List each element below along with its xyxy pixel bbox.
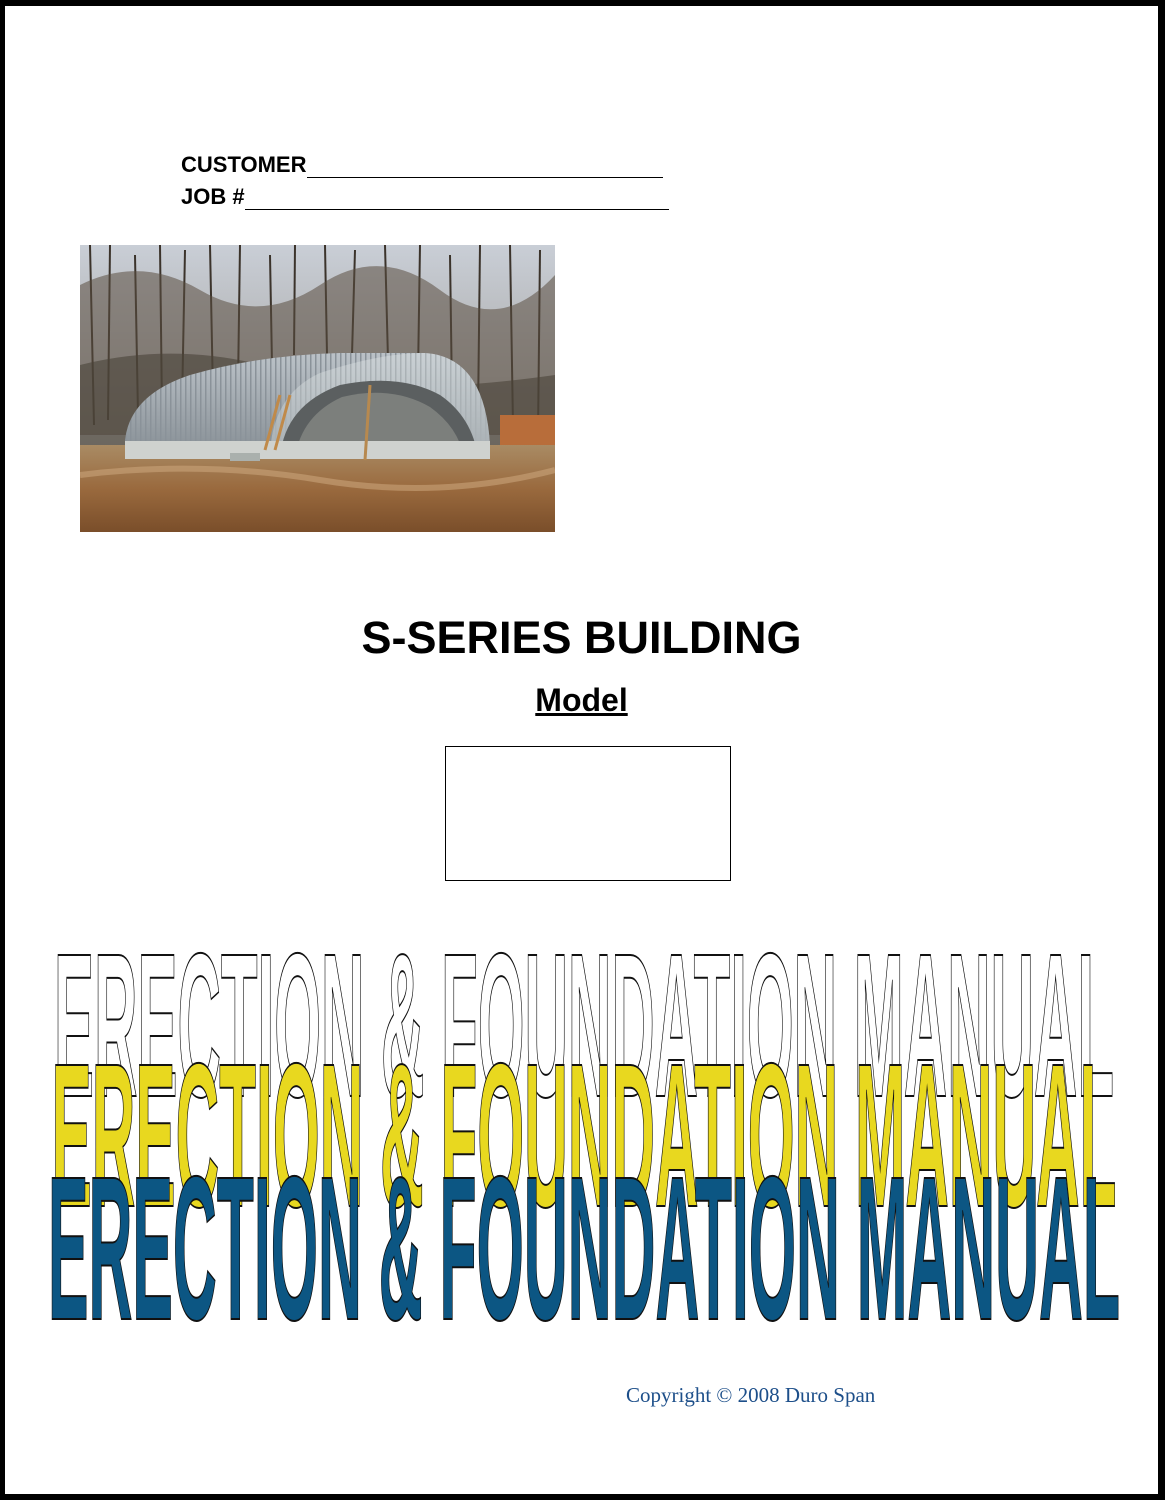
customer-blank-line[interactable] bbox=[307, 157, 663, 178]
model-label: Model bbox=[535, 682, 628, 718]
banner-text-blue: ERECTION & FOUNDATION MANUAL bbox=[48, 1134, 1120, 1356]
copyright-text: Copyright © 2008 Duro Span bbox=[626, 1383, 876, 1407]
quonset-building-photo bbox=[80, 245, 555, 532]
manual-title-banner bbox=[43, 936, 1125, 1356]
customer-field bbox=[181, 152, 663, 178]
job-number-blank-line[interactable] bbox=[245, 189, 669, 210]
page-title: S-SERIES BUILDING bbox=[361, 612, 802, 663]
model-label-wrap bbox=[5, 682, 1158, 719]
model-entry-box[interactable] bbox=[445, 746, 731, 881]
cover-page bbox=[5, 6, 1158, 1494]
job-number-field bbox=[181, 184, 669, 210]
job-number-label: JOB # bbox=[181, 184, 245, 209]
customer-label: CUSTOMER bbox=[181, 152, 307, 177]
banner-text-white: ERECTION & FOUNDATION MANUAL bbox=[54, 936, 1114, 1140]
banner-text-yellow: ERECTION & FOUNDATION MANUAL bbox=[51, 1021, 1117, 1250]
